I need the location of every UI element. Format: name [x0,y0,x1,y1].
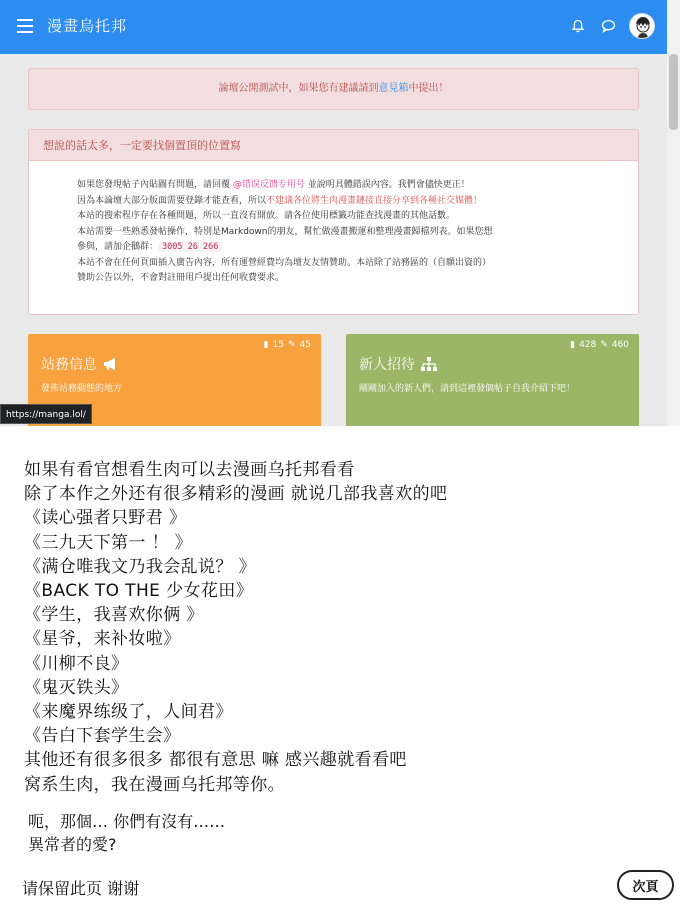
post-count: 428 [579,340,597,350]
card-description: 剛剛加入的新人們，請到這裡發個帖子自我介紹下吧！ [359,384,576,394]
card-stats [264,340,311,350]
next-page-stamp: 次頁 [617,870,674,900]
note-line: 呃，那個… 你們有沒有…… [28,812,226,831]
comic-line: 《BACK TO THE 少女花田》 [24,581,254,602]
posts-icon: ▮ [263,340,269,350]
feedback-box-link[interactable]: 意見箱 [378,83,409,94]
navbar-icons [569,13,655,39]
note-line: 異常者的愛? [28,835,117,854]
scrollbar-thumb[interactable] [669,54,678,130]
share-warning: 不建議各位將生肉漫畫鏈接直接分享到各種社交媒體！ [266,195,483,206]
error-report-mention[interactable]: @错误反馈专用号 [232,180,305,190]
pinned-announcement-panel [28,129,639,315]
reply-count: 460 [611,340,629,350]
comic-line: 其他还有很多很多 都很有意思 嘛 感兴趣就看看吧 [24,750,407,771]
forum-card-newcomers[interactable] [346,334,639,426]
panel-heading: 想說的話太多，一定要找個置頂的位置寫 [29,130,638,161]
top-navbar [0,0,667,54]
announcement-line: 本站需要一些熟悉發帖操作，特別是Markdown的朋友，幫忙做漫畫搬運和整理漫畫歸檔列表。如果您想 [77,226,493,237]
menu-icon[interactable] [17,19,33,33]
announcement-text: 如果您發現帖子內貼圖有問題，請回覆 [77,180,233,190]
card-title-text[interactable]: 站務信息 [41,357,97,373]
card-title-text[interactable]: 新人招待 [359,357,415,373]
announcement-line [77,194,632,210]
comic-footer-text: 请保留此页 谢谢 [22,879,140,898]
card-title[interactable] [359,354,437,374]
comic-speech-note [28,810,225,856]
avatar[interactable] [629,13,655,39]
comic-line: 《川柳不良》 [24,653,129,674]
sitemap-icon [421,357,437,371]
bell-icon[interactable] [569,17,587,35]
beta-notice [28,68,639,110]
qq-group-code: 3005 26 266 [158,242,222,252]
card-title[interactable] [41,354,119,374]
reply-count: 45 [299,340,311,350]
site-title[interactable]: 漫畫烏托邦 [47,17,128,35]
posts-icon: ▮ [570,340,576,350]
comic-line: 《告白下套学生会》 [24,726,181,747]
pencil-icon: ✎ [288,340,296,350]
announcement-text: 因為本論壇大部分版面需要登錄才能查看，所以 [77,195,267,206]
comic-text-block [24,458,447,797]
page-scrollbar[interactable] [667,0,680,426]
comic-line: 《鬼灭铁头》 [24,677,129,698]
panel-body [77,178,632,287]
announcement-line [77,240,632,256]
announcement-line: 本站不會在任何頁面插入廣告內容，所有運營經費均為壇友友情贊助。本站除了站務區的（自願出資的） [77,257,492,268]
chat-icon[interactable] [599,17,617,35]
announcement-line: 贊助公告以外，不會對註冊用戶提出任何收費要求。 [77,273,285,283]
announcement-text: 並說明具體錯誤內容。我們會儘快更正！ [304,180,470,190]
notice-prefix: 論壇公開測試中，如果您有建議請到 [218,83,379,94]
comic-line: 《学生，我喜欢你俩 》 [24,605,204,626]
link-url-tooltip: https://manga.lol/ [0,404,92,424]
card-stats [570,340,629,350]
comic-page [0,426,680,906]
announcement-line: 本站的搜索程序存在各種問題，所以一直沒有開放。請各位使用標籤功能查找漫畫的其他話數。 [77,211,456,221]
post-count: 15 [272,340,284,350]
card-description: 發佈站務動態的地方 [41,384,123,394]
pencil-icon: ✎ [600,340,608,350]
bullhorn-icon [103,357,119,371]
comic-line: 除了本作之外还有很多精彩的漫画 就说几部我喜欢的吧 [24,484,448,505]
comic-line: 如果有看官想看生肉可以去漫画乌托邦看看 [24,460,355,480]
announcement-text: 參與，請加企鵝群： [77,242,159,252]
comic-line: 《读心强者只野君 》 [24,508,187,529]
announcement-line [77,178,632,194]
notice-suffix: 中提出！ [408,83,449,94]
forum-page [0,0,680,426]
comic-line: 《星爷，来补妆啦》 [24,629,181,650]
comic-line: 窝系生肉，我在漫画乌托邦等你。 [24,774,285,795]
comic-line: 《满仓唯我文乃我会乱说？ 》 [24,556,257,577]
comic-line: 《来魔界练级了，人间君》 [24,702,233,723]
comic-line: 《三九天下第一 ！ 》 [24,532,193,553]
